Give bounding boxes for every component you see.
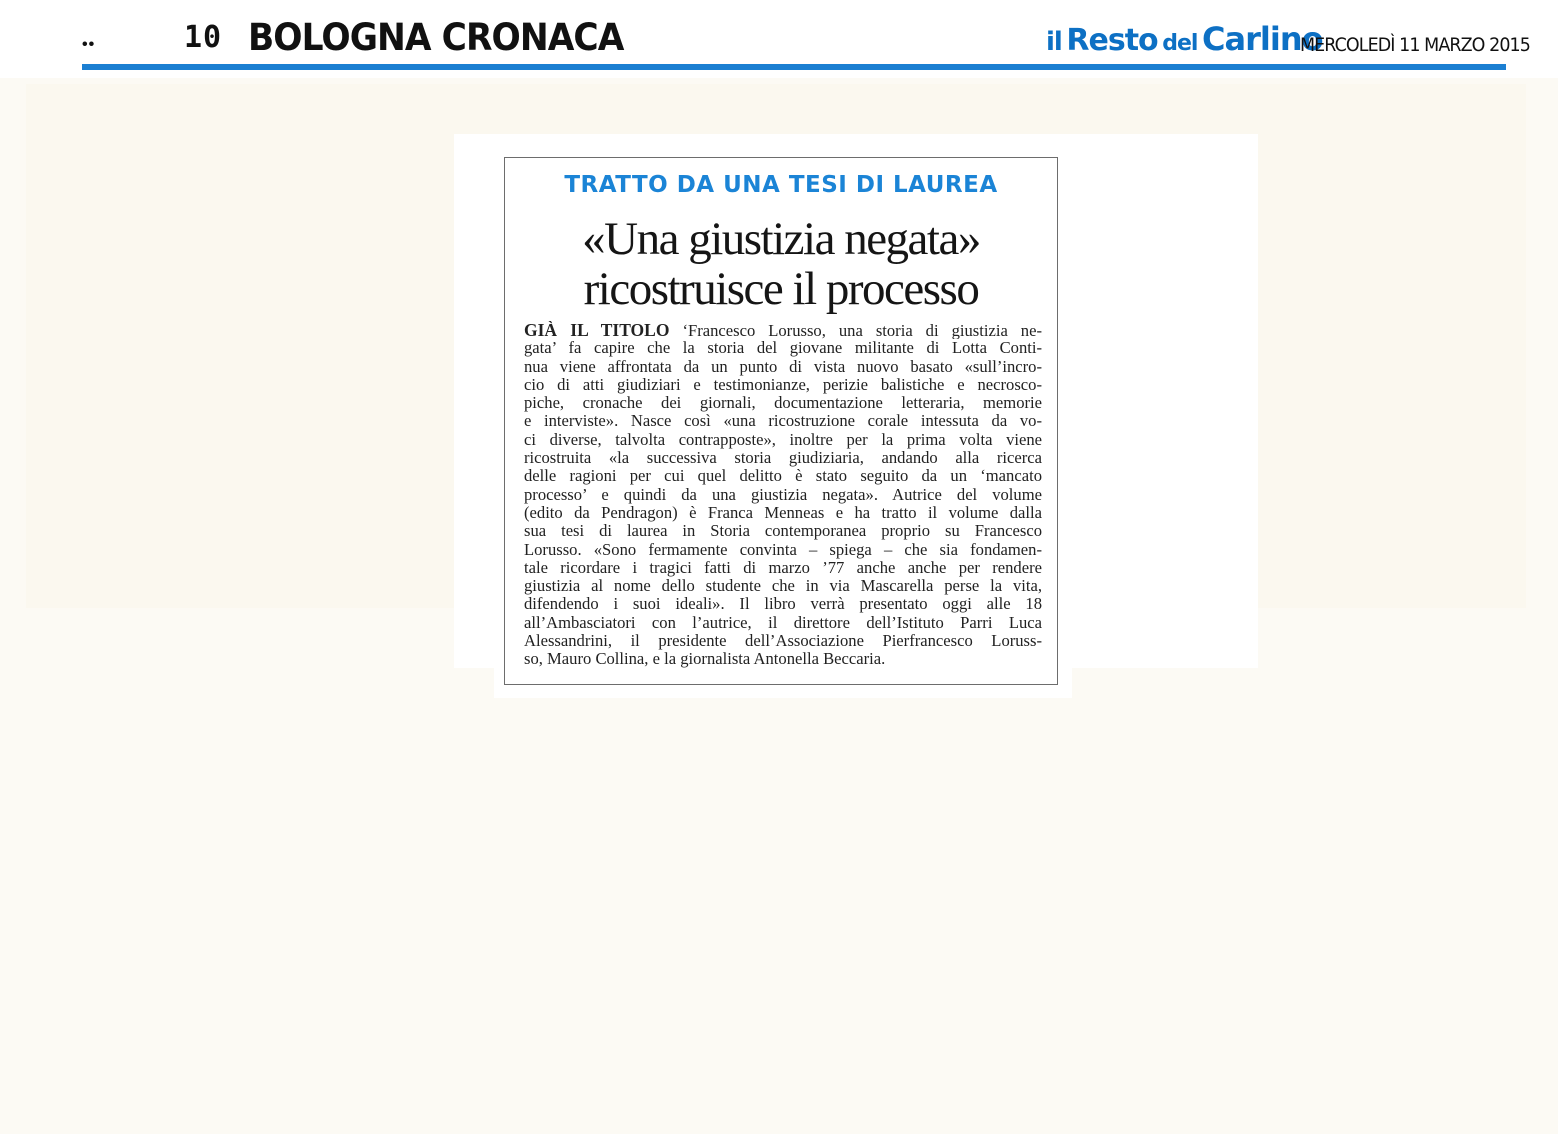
issue-date: MERCOLEDÌ 11 MARZO 2015 <box>1300 34 1530 56</box>
body-line: cio di atti giudiziari e testimonianze, perizie balistiche e necrosco- <box>524 375 1042 394</box>
logo-carlino: Carlino <box>1202 20 1323 58</box>
body-line: e interviste». Nasce così «una ricostruzione corale intessuta da vo- <box>524 412 1042 431</box>
body-line: so, Mauro Collina, e la giornalista Antonella Beccaria. <box>524 650 886 669</box>
newspaper-logo <box>1046 20 1323 58</box>
logo-del: del <box>1162 31 1198 56</box>
headline-line: «Una giustizia negata» <box>582 213 980 265</box>
header-rule <box>82 64 1506 70</box>
body-line: tale ricordare i tragici fatti di marzo ’77 anche anche per rendere <box>524 558 1042 577</box>
article-body <box>524 321 1042 669</box>
logo-resto: Resto <box>1066 23 1158 58</box>
logo-il: il <box>1046 27 1062 57</box>
section-title: BOLOGNA CRONACA <box>248 16 624 59</box>
headline-line: ricostruisce il processo <box>583 263 979 315</box>
body-line: processo’ e quindi da una giustizia negata». Autrice del volume <box>524 485 1042 504</box>
newspaper-header <box>0 0 1558 78</box>
page-number: 10 <box>184 20 223 55</box>
body-line: giustizia al nome dello studente che in via Mascarella perse la vita, <box>524 577 1042 596</box>
body-line-text: ‘Francesco Lorusso, una storia di giustizia ne- <box>669 321 1042 340</box>
body-line: nua viene affrontata da un punto di vista nuovo basato «sull’incro- <box>524 357 1042 376</box>
body-line: ricostruita «la successiva storia giudiziaria, andando alla ricerca <box>524 449 1042 468</box>
body-line: (edito da Pendragon) è Franca Menneas e ha tratto il volume dalla <box>524 503 1042 522</box>
body-line: difendendo i suoi ideali». Il libro verrà presentato oggi alle 18 <box>524 595 1042 614</box>
article-box <box>504 157 1058 685</box>
body-line: all’Ambasciatori con l’autrice, il direttore dell’Istituto Parri Luca <box>524 613 1042 632</box>
article-kicker: TRATTO DA UNA TESI DI LAUREA <box>564 172 998 198</box>
article-headline <box>505 214 1057 314</box>
article-lead: GIÀ IL TITOLO <box>524 321 670 340</box>
body-line: piche, cronache dei giornali, documentazione letteraria, memorie <box>524 394 1042 413</box>
body-line: ci diverse, talvolta contrapposte», inoltre per la prima volta viene <box>524 430 1042 449</box>
page-dots: •• <box>82 36 96 53</box>
body-line: Lorusso. «Sono fermamente convinta – spiega – che sia fondamen- <box>524 540 1042 559</box>
body-line: Alessandrini, il presidente dell’Associazione Pierfrancesco Loruss- <box>524 632 1042 651</box>
body-line <box>524 321 1042 339</box>
body-line: gata’ fa capire che la storia del giovane militante di Lotta Conti- <box>524 339 1042 358</box>
body-line: sua tesi di laurea in Storia contemporanea proprio su Francesco <box>524 522 1042 541</box>
body-line: delle ragioni per cui quel delitto è stato seguito da un ‘mancato <box>524 467 1042 486</box>
